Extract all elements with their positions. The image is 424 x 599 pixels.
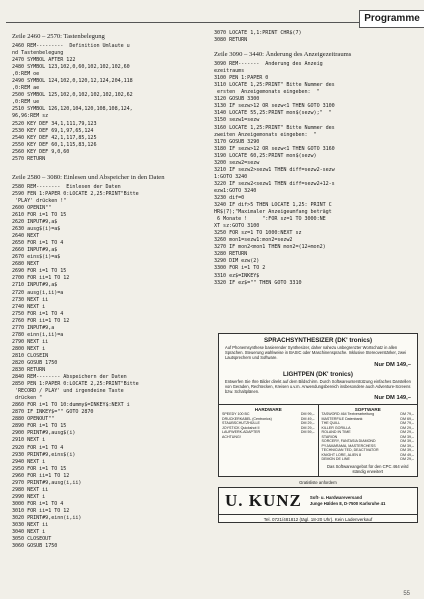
vendor-logo: U. KUNZ — [225, 490, 302, 510]
software-row — [322, 457, 415, 462]
code-listing-continued: 3070 LOCATE 1,1:PRINT CHR$(7) 3080 RETURN — [214, 30, 302, 44]
hardware-heading: HARDWARE — [254, 407, 282, 413]
ad-price-lightpen: Nur DM 149,– — [374, 395, 411, 402]
vendor-box — [218, 487, 418, 523]
ad-title-lightpen: LIGHTPEN (DK' tronics) — [283, 370, 353, 378]
ad-box-products — [218, 333, 418, 477]
software-item-price: DM 39,– — [400, 434, 414, 439]
catalog-note: Gratisliste anfordern — [299, 479, 337, 485]
software-item-name: SORCERY, FANTASIA DIAMOND — [321, 439, 376, 444]
software-item-name: PYJAMARAMA, MASTERCHESS — [321, 443, 376, 448]
hardware-item-price: DM 49,– — [300, 416, 315, 421]
advertisement — [218, 333, 418, 571]
section-title-einlesen: Zeile 2580 – 3080: Einlesen und Abspeicher in den Daten — [12, 173, 165, 181]
code-listing-anzeigezeitraum: 3090 REM------- Änderung des Anzeig ezeitraums 3100 PEN 1:PAPER 0 3110 LOCATE 1,25:PRINT" Bitte Nummer des ersten Anzeigemonats eingeben: " 3120 GOSUB 3300 3130 IF sezw>12 OR sezw<1 THEN GOTO 3100 3140 LOCATE 55,25:PRINT mon$(sezw);" " 3150 sezw1=sezw 3160 LOCATE 1,25:PRINT" Bitte Nummer des zweiten Anzeigemonats eingeben: " 3170 GOSUB 3290 3180 IF sezw>12 OR sezw<1 THEN GOTO 3160 3190 LOCATE 60,25:PRINT mon$(sezw) 3200 sezw2=sezw 3210 IF sezw2>sezw1 THEN diff=sezw2-sezw 1:GOTO 3240 3220 IF sezw2<sezw1 THEN diff=sezw2+12-s ezw1:GOTO 3240 3230 dif=0 3240 IF dif>5 THEN LOCATE 1,25: PRINT C HR$(7);"Maximaler Anzeigeumfang beträgt 6 Monate ! ":FOR sz=1 TO 3000:NE XT sz:GOTO 3100 3250 FOR sz=1 TO 1000:NEXT sz 3260 mon1=sezw1:mon2=sezw2 3270 IF mon2<mon1 THEN mon2=(12+mon2) 3280 RETURN 3290 DIM ezw(2) 3300 FOR i=1 TO 2 3310 ez$=INKEY$ 3320 IF ez$="" THEN GOTO 3310 — [214, 61, 335, 286]
software-item-name: DEMON DE LINE — [321, 457, 350, 462]
hardware-item-price: DM 29,– — [300, 425, 315, 430]
software-note: Das Softwareangebot für den CPC 464 wird ständig erweitert — [327, 463, 409, 474]
code-listing-tastenbelegung: 2460 REM--------- Definition Umlaute u nd Tastenbelegung 2470 SYMBOL AFTER 122 2480 SYMBOL 123,102,0,60,102,102,102,60 ,0:REM oe 2490 SYMBOL 124,102,0,120,12,124,204,118 ,0:REM ae 2500 SYMBOL 125,102,0,102,102,102,102,62 ,0:REM ue 2510 SYMBOL 126,120,104,120,108,108,124, 96,96:REM sz 2520 KEY DEF 34,1,111,79,123 2530 KEY DEF 69,1,97,65,124 2540 KEY DEF 42,1,117,85,125 2550 KEY DEF 60,1,115,83,126 2560 KEY DEF 9,0,60 2570 RETURN — [12, 43, 133, 162]
vendor-address: Soft- u. Hardwareversand Junge Hälden 8, D-7500 Karlsruhe 41 — [309, 495, 386, 506]
hardware-item-name: LAUFWERK-ADAPTER — [222, 430, 261, 435]
software-item-price: DM 29,– — [400, 430, 414, 435]
software-item-price: DM 79,– — [400, 412, 414, 417]
software-item-price: DM 79,– — [400, 421, 414, 426]
software-item-price: DM 29,– — [400, 457, 414, 462]
left-column — [12, 30, 212, 550]
page-number: 55 — [403, 591, 410, 597]
software-list — [318, 405, 418, 476]
hardware-row — [222, 435, 315, 440]
code-listing-einlesen: 2580 REM-------- Einlesen der Daten 2590 FEN 1:PAPER 0:LOCATE 2,25:PRINT"Bitte 'PLAY' drücken !" 2600 OPENIN"" 2610 FOR i=1 TO 15 2620 INPUT#9,a$ 2630 ausg$(i)=a$ 2640 NEXT 2650 FOR i=1 TO 4 2660 INPUT#9,a$ 2670 eins$(i)=a$ 2680 NEXT 2690 FOR i=1 TO 15 2700 FOR ii=1 TO 12 2710 INPUT#9,a$ 2720 ausg(i,ii)=a 2730 NEXT ii 2740 NEXT i 2750 FOR i=1 TO 4 2760 FOR ii=1 TO 12 2770 INPUT#9,a 2780 einn(i,ii)=a 2790 NEXT ii 2800 NEXT i 2810 CLOSEIN 2820 GOSUB 1750 2830 RETURN 2840 REM-------- Abspeichern der Daten 2850 PEN 1:PAPER 0:LOCATE 2,25:PRINT"Bitte 'RECORD / PLAY' und irgendeine Taste drücken " 2860 FOR i=1 TO 10:dummy$=INKEY$:NEXT i 2870 IF INKEY$="" GOTO 2870 2880 OPENOUT"" 2890 FOR i=1 TO 15 2900 PRINT#9,ausg$(i) 2910 NEXT i 2920 FOR i=1 TO 4 2930 PRINT#9,eins$(i) 2940 NEXT i 2950 FOR i=1 TO 15 2960 FOR ii=1 TO 12 2970 PRINT#9,ausg(i,ii) 2980 NEXT ii 2990 NEXT i 3000 FOR i=1 TO 4 3010 FOR ii=1 TO 12 3020 PRINT#9,einn(i,ii) 3030 NEXT ii 3040 NEXT i 3050 CLOSEOUT 3060 GOSUB 1750 — [12, 183, 139, 550]
page-header — [0, 0, 424, 26]
hardware-item-name: DRUCKERKABEL (Centronics) — [222, 416, 272, 421]
section-tab: Programme — [359, 10, 424, 28]
software-item-price: DM 39,– — [400, 443, 414, 448]
software-heading: SOFTWARE — [354, 407, 381, 413]
hardware-item-name: JOYSTICK Quickshot II — [222, 425, 260, 430]
software-item-name: STARION — [321, 434, 338, 439]
software-item-name: MASTERFILE Datenbank — [321, 416, 363, 421]
ad-price-sprachsynthesizer: Nur DM 149,– — [374, 361, 411, 368]
software-item-price: DM 39,– — [400, 448, 414, 453]
software-item-name: THE QUILL — [321, 421, 341, 426]
right-column — [214, 30, 418, 287]
software-item-price: DM 49,– — [400, 452, 414, 457]
vendor-phone: Tel. 0721/481812 (tägl. 18-20 Uhr). Kein Ladenverkauf — [219, 514, 417, 522]
ad-product-table — [219, 404, 417, 476]
hardware-item-name: SPEEDY 100 BC — [222, 412, 250, 417]
ad-text-sprachsynthesizer: Auf Phonemsynthese basierender Synthesizer, daher nahezu unbegrenzter Wortschatz in allen Sprachen. Steuerung wahlweise in BASIC oder Maschinensprache. Inklusive Stereoverstärker, zwei Lautsprechern und Software. — [225, 345, 407, 361]
header-rule — [6, 22, 362, 23]
hardware-list — [219, 405, 318, 476]
software-item-name: TECHNICIAN TED, DEACTIVATOR — [321, 448, 379, 453]
section-title-tastenbelegung: Zeile 2460 – 2570: Tastenbelegung — [12, 33, 105, 40]
hardware-item-price: DM 59,– — [300, 430, 315, 435]
hardware-item-name: ACHTUNG! — [222, 434, 241, 439]
software-item-price: DM 69,– — [400, 416, 414, 421]
software-item-name: KNIGHT LORE, ALIEN 8 — [321, 452, 361, 457]
software-item-price: DM 39,– — [400, 439, 414, 444]
software-item-name: KILLER GORILLA — [321, 425, 351, 430]
section-title-anzeigezeitraum: Zeile 3090 – 3440: Änderung des Anzeigezeitraums — [214, 51, 352, 59]
software-item-name: ROLAND IN TIME — [321, 430, 351, 435]
hardware-item-price: DM 29,– — [300, 421, 315, 426]
software-item-name: TASWORD 464 Textverarbeitung — [321, 412, 375, 417]
ad-text-lightpen: Entwerfen Sie Ihre Bilder direkt auf dem Bildschirm. Durch Softwareunterstützung einfaches Darstellen von Geraden, Rechtecken, Kreisen u.v.m. Anwendungsbereich insbesondere auch Adventure-Screens bzw. Schaltplänen. — [225, 378, 411, 395]
hardware-item-name: STAUBSCHUTZHÜLLE — [222, 421, 260, 426]
hardware-item-price: DM 99,– — [300, 412, 315, 417]
ad-title-sprachsynthesizer: SPRACHSYNTHESIZER (DK' tronics) — [263, 337, 373, 344]
software-item-price: DM 29,– — [400, 425, 414, 430]
